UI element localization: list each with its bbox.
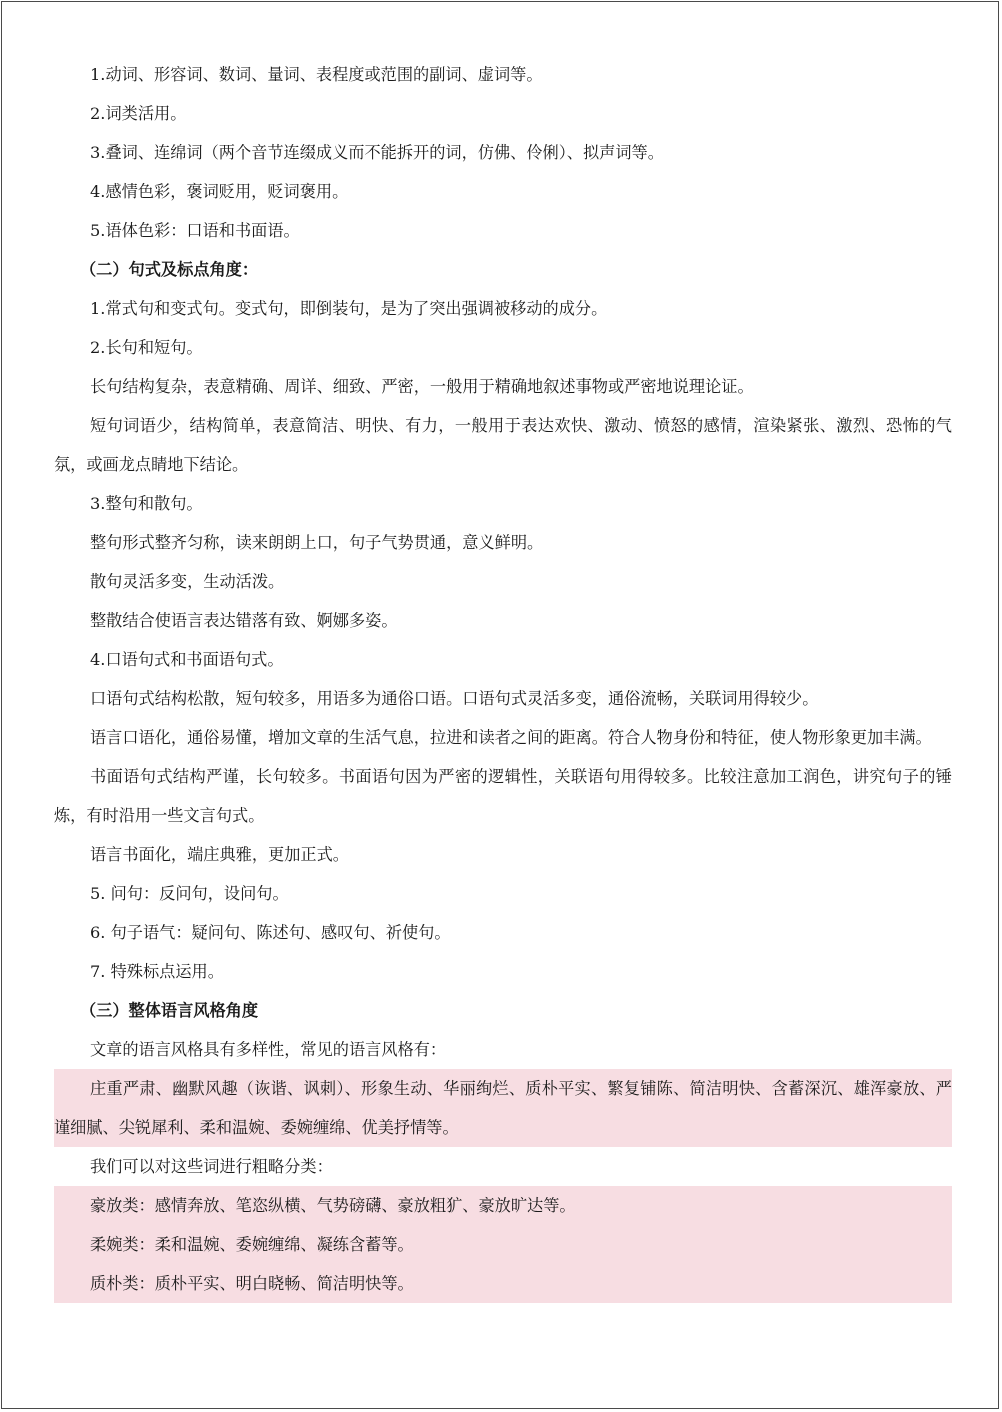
sentence-para-15: 6. 句子语气：疑问句、陈述句、感叹句、祈使句。 xyxy=(90,923,451,942)
style-category-gentle: 柔婉类：柔和温婉、委婉缠绵、凝练含蓄等。 xyxy=(90,1235,414,1254)
sentence-para-7: 散句灵活多变，生动活泼。 xyxy=(90,572,285,591)
word-usage-item-5: 5.语体色彩：口语和书面语。 xyxy=(90,221,300,240)
sentence-para-8: 整散结合使语言表达错落有致、婀娜多姿。 xyxy=(90,611,398,630)
style-classify-intro: 我们可以对这些词进行粗略分类： xyxy=(90,1157,333,1176)
sentence-para-5: 3.整句和散句。 xyxy=(90,494,203,513)
style-intro: 文章的语言风格具有多样性，常见的语言风格有： xyxy=(90,1040,447,1059)
sentence-para-12: 书面语句式结构严谨，长句较多。书面语句因为严密的逻辑性，关联语句用得较多。比较注意加工润色，讲究句子的锤炼，有时沿用一些文言句式。 xyxy=(54,767,952,825)
style-category-bold: 豪放类：感情奔放、笔恣纵横、气势磅礴、豪放粗犷、豪放旷达等。 xyxy=(90,1196,576,1215)
document-page xyxy=(1,1,999,1409)
section-heading-sentence: （二）句式及标点角度： xyxy=(80,260,259,279)
sentence-para-4: 短句词语少，结构简单，表意简洁、明快、有力，一般用于表达欢快、激动、愤怒的感情，渲染紧张、激烈、恐怖的气氛，或画龙点睛地下结论。 xyxy=(54,416,952,474)
sentence-para-9: 4.口语句式和书面语句式。 xyxy=(90,650,284,669)
word-usage-item-2: 2.词类活用。 xyxy=(90,104,187,123)
word-usage-item-4: 4.感情色彩，褒词贬用，贬词褒用。 xyxy=(90,182,349,201)
sentence-para-11: 语言口语化，通俗易懂，增加文章的生活气息，拉进和读者之间的距离。符合人物身份和特征，使人物形象更加丰满。 xyxy=(90,728,932,747)
style-category-plain: 质朴类：质朴平实、明白晓畅、简洁明快等。 xyxy=(90,1274,414,1293)
section-heading-style: （三）整体语言风格角度 xyxy=(80,1001,259,1020)
style-list-highlight: 庄重严肃、幽默风趣（诙谐、讽刺）、形象生动、华丽绚烂、质朴平实、繁复铺陈、简洁明快、含蓄深沉、雄浑豪放、严谨细腻、尖锐犀利、柔和温婉、委婉缠绵、优美抒情等。 xyxy=(54,1069,952,1147)
sentence-para-3: 长句结构复杂，表意精确、周详、细致、严密，一般用于精确地叙述事物或严密地说理论证。 xyxy=(90,377,754,396)
sentence-para-2: 2.长句和短句。 xyxy=(90,338,203,357)
word-usage-item-1: 1.动词、形容词、数词、量词、表程度或范围的副词、虚词等。 xyxy=(90,65,543,84)
word-usage-item-3: 3.叠词、连绵词（两个音节连缀成义而不能拆开的词，仿佛、伶俐）、拟声词等。 xyxy=(90,143,664,162)
sentence-para-16: 7. 特殊标点运用。 xyxy=(90,962,224,981)
sentence-para-10: 口语句式结构松散，短句较多，用语多为通俗口语。口语句式灵活多变，通俗流畅，关联词用得较少。 xyxy=(90,689,819,708)
style-categories-highlight xyxy=(54,1186,952,1303)
sentence-para-1: 1.常式句和变式句。变式句，即倒装句，是为了突出强调被移动的成分。 xyxy=(90,299,608,318)
document-body xyxy=(54,55,952,1303)
sentence-para-14: 5. 问句：反问句，设问句。 xyxy=(90,884,289,903)
sentence-para-6: 整句形式整齐匀称，读来朗朗上口，句子气势贯通，意义鲜明。 xyxy=(90,533,544,552)
sentence-para-13: 语言书面化，端庄典雅，更加正式。 xyxy=(90,845,349,864)
